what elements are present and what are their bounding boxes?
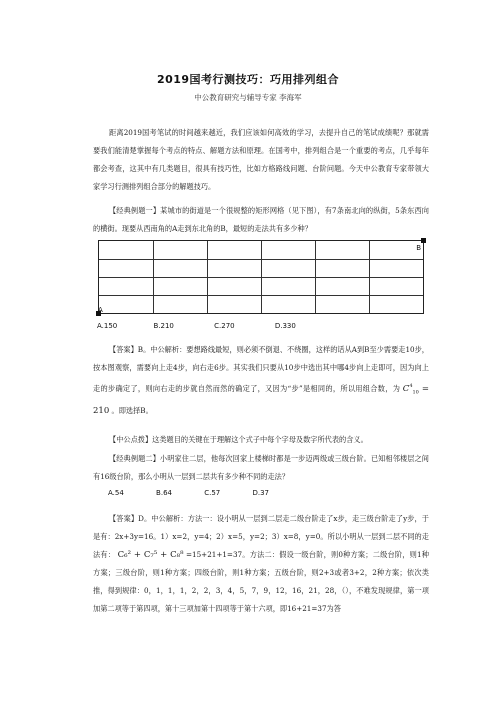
option-c: C.270 <box>214 322 235 330</box>
grid-col-line <box>153 241 154 313</box>
option-b: B.64 <box>156 489 172 497</box>
example-one-options <box>97 322 296 330</box>
answer-one-tail: 。即选择B。 <box>111 405 153 415</box>
example-two-question: 【经典例题二】小明家住二层，他每次回家上楼梯时都是一步迈两级或三级台阶。已知相邻楼层之间有16级台阶，那么小明从一层到二层共有多少种不同的走法？ <box>93 454 429 481</box>
answer-two-text: 【答案】D。中公解析：方法一：设小明从一层到二层走二级台阶走了x步，走三级台阶走了y步，于是有：2x+3y=16。1）x=2，y=4；2）x=5，y=2；3）x=8，y=0。所以小明从一层到二层不同的走法有： <box>93 514 429 559</box>
example-one-question: 【经典例题一】某城市的街道是一个很规整的矩形网格（见下图），有7条南北向的纵街，5条东西向的横街。现要从西南角的A走到东北角的B，最短的走法共有多少种？ <box>93 206 429 233</box>
example-one-answer <box>93 341 429 420</box>
page-title: 2019国考行测技巧：巧用排列组合 <box>156 73 340 86</box>
author-line: 中公教育研究与辅导专家 李海军 <box>194 93 302 102</box>
intro-paragraph: 距离2019国考笔试的时间越来越近，我们应该如何高效的学习，去提升自己的笔试成绩呢？那就需要我们能清楚掌握每个考点的特点、解题方法和原理。在国考中，排列组合是一个重要的考点，几乎每年都会考查，这其中有几类题目，很具有技巧性，比如方格路线问题、台阶问题。今天中公教育专家带领大家学习行测排列组合部分的解题技巧。 <box>93 128 429 191</box>
grid-col-line <box>261 241 262 313</box>
answer-two-formula: C₆² + C₇⁵ + C₈⁸ <box>117 550 184 560</box>
option-a: A.54 <box>108 489 124 497</box>
grid-col-line <box>369 241 370 313</box>
point-b-label: B <box>416 244 421 252</box>
point-b-marker <box>421 238 426 243</box>
example-two-options <box>108 489 269 497</box>
grid-col-line <box>315 241 316 313</box>
grid-col-line <box>207 241 208 313</box>
formula-c: C <box>402 383 410 394</box>
answer-one-text: 【答案】B。中公解析：要想路线最短，则必须不倒退、不绕圈，这样的话从A到B至少需要走10步，按本图观察，需要向上走4步，向右走6步。其实我们只要从10步中选出其中哪4步向上走即可，因为向上走的步确定了，则向右走的步就自然而然的确定了，又因为“步”是相同的，所以用组合数，为 <box>93 345 429 393</box>
point-a-label: A <box>98 306 103 314</box>
option-b: B.210 <box>153 322 174 330</box>
option-a: A.150 <box>97 322 118 330</box>
formula-result: = 210 <box>93 383 429 416</box>
answer-two-tail: =15+21+1=37。方法二：假设一级台阶，则0种方案；二级台阶，则1种方案；三级台阶，则1种方案；四级台阶，则1种方案；五级台阶，则2+3或者3+2，2种方案；依次类推，得到规律：0，1，1，1，2，2，3，4，5，7，9，12，16，21，28，（），不难发现规律，第一项加第二项等于第四项，第十三项加第十四项等于第十六项，即16+21=37为答 <box>93 550 429 613</box>
formula-sub: 10 <box>412 389 419 396</box>
example-two-answer <box>93 510 429 618</box>
option-c: C.57 <box>204 489 221 497</box>
tip-paragraph: 【中公点拨】这类题目的关键在于理解这个式子中每个字母及数字所代表的含义。 <box>109 435 368 444</box>
option-d: D.37 <box>252 489 270 497</box>
option-d: D.330 <box>274 322 296 330</box>
formula-sup: 4 <box>409 383 413 389</box>
street-grid-figure <box>98 240 424 314</box>
